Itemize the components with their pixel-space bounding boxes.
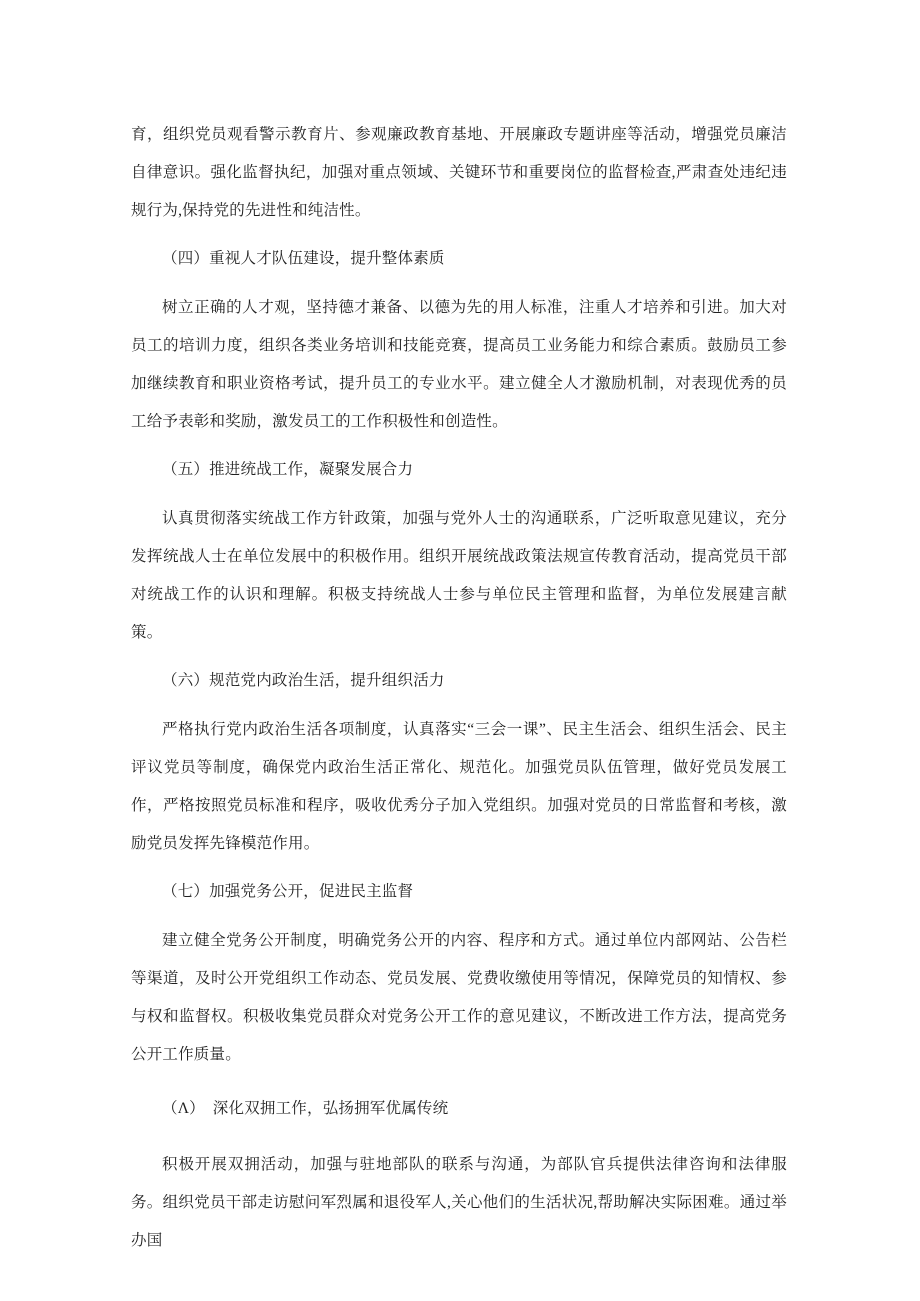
- section-heading-7-party-affairs-openness: （七）加强党务公开，促进民主监督: [162, 883, 414, 900]
- paragraph-inner-party-life: 严格执行党内政治生活各项制度，认真落实“三会一课”、民主生活会、组织生活会、民主评议党员等制度，确保党内政治生活正常化、规范化。加强党员队伍管理，做好党员发展工作，严格按照党员标准和程序，吸收优秀分子加入党组织。加强对党员的日常监督和考核，激励党员发挥先锋模范作用。: [131, 721, 787, 852]
- paragraph-continuation-integrity-education: 育，组织党员观看警示教育片、参观廉政教育基地、开展廉政专题讲座等活动，增强党员廉洁自律意识。强化监督执纪，加强对重点领域、关键环节和重要岗位的监督检查,严肃查处违纪违规行为,保持党的先进性和纯洁性。: [131, 126, 787, 219]
- section-heading-5-united-front: （五）推进统战工作，凝聚发展合力: [162, 461, 414, 478]
- section-heading-4-talent-team: （四）重视人才队伍建设，提升整体素质: [162, 250, 445, 267]
- section-heading-6-inner-party-life: （六）规范党内政治生活，提升组织活力: [162, 672, 445, 689]
- paragraph-talent-team: 树立正确的人才观，坚持德才兼备、以德为先的用人标准，注重人才培养和引进。加大对员工的培训力度，组织各类业务培训和技能竞赛，提高员工业务能力和综合素质。鼓励员工参加继续教育和职业资格考试，提升员工的专业水平。建立健全人才激励机制，对表现优秀的员工给予表彰和奖励，激发员工的工作积极性和创造性。: [131, 299, 787, 430]
- paragraph-double-support: 积极开展双拥活动，加强与驻地部队的联系与沟通，为部队官兵提供法律咨询和法律服务。组织党员干部走访慰问军烈属和退役军人,关心他们的生活状况,帮助解决实际困难。通过举办国: [131, 1156, 787, 1249]
- paragraph-united-front: 认真贯彻落实统战工作方针政策，加强与党外人士的沟通联系，广泛听取意见建议，充分发挥统战人士在单位发展中的积极作用。组织开展统战政策法规宣传教育活动，提高党员干部对统战工作的认识和理解。积极支持统战人士参与单位民主管理和监督，为单位发展建言献策。: [131, 510, 787, 641]
- section-heading-8-double-support: （Λ） 深化双拥工作，弘扬拥军优属传统: [162, 1100, 449, 1117]
- paragraph-party-affairs-openness: 建立健全党务公开制度，明确党务公开的内容、程序和方式。通过单位内部网站、公告栏等渠道，及时公开党组织工作动态、党员发展、党费收缴使用等情况，保障党员的知情权、参与权和监督权。积极收集党员群众对党务公开工作的意见建议，不断改进工作方法，提高党务公开工作质量。: [131, 932, 787, 1063]
